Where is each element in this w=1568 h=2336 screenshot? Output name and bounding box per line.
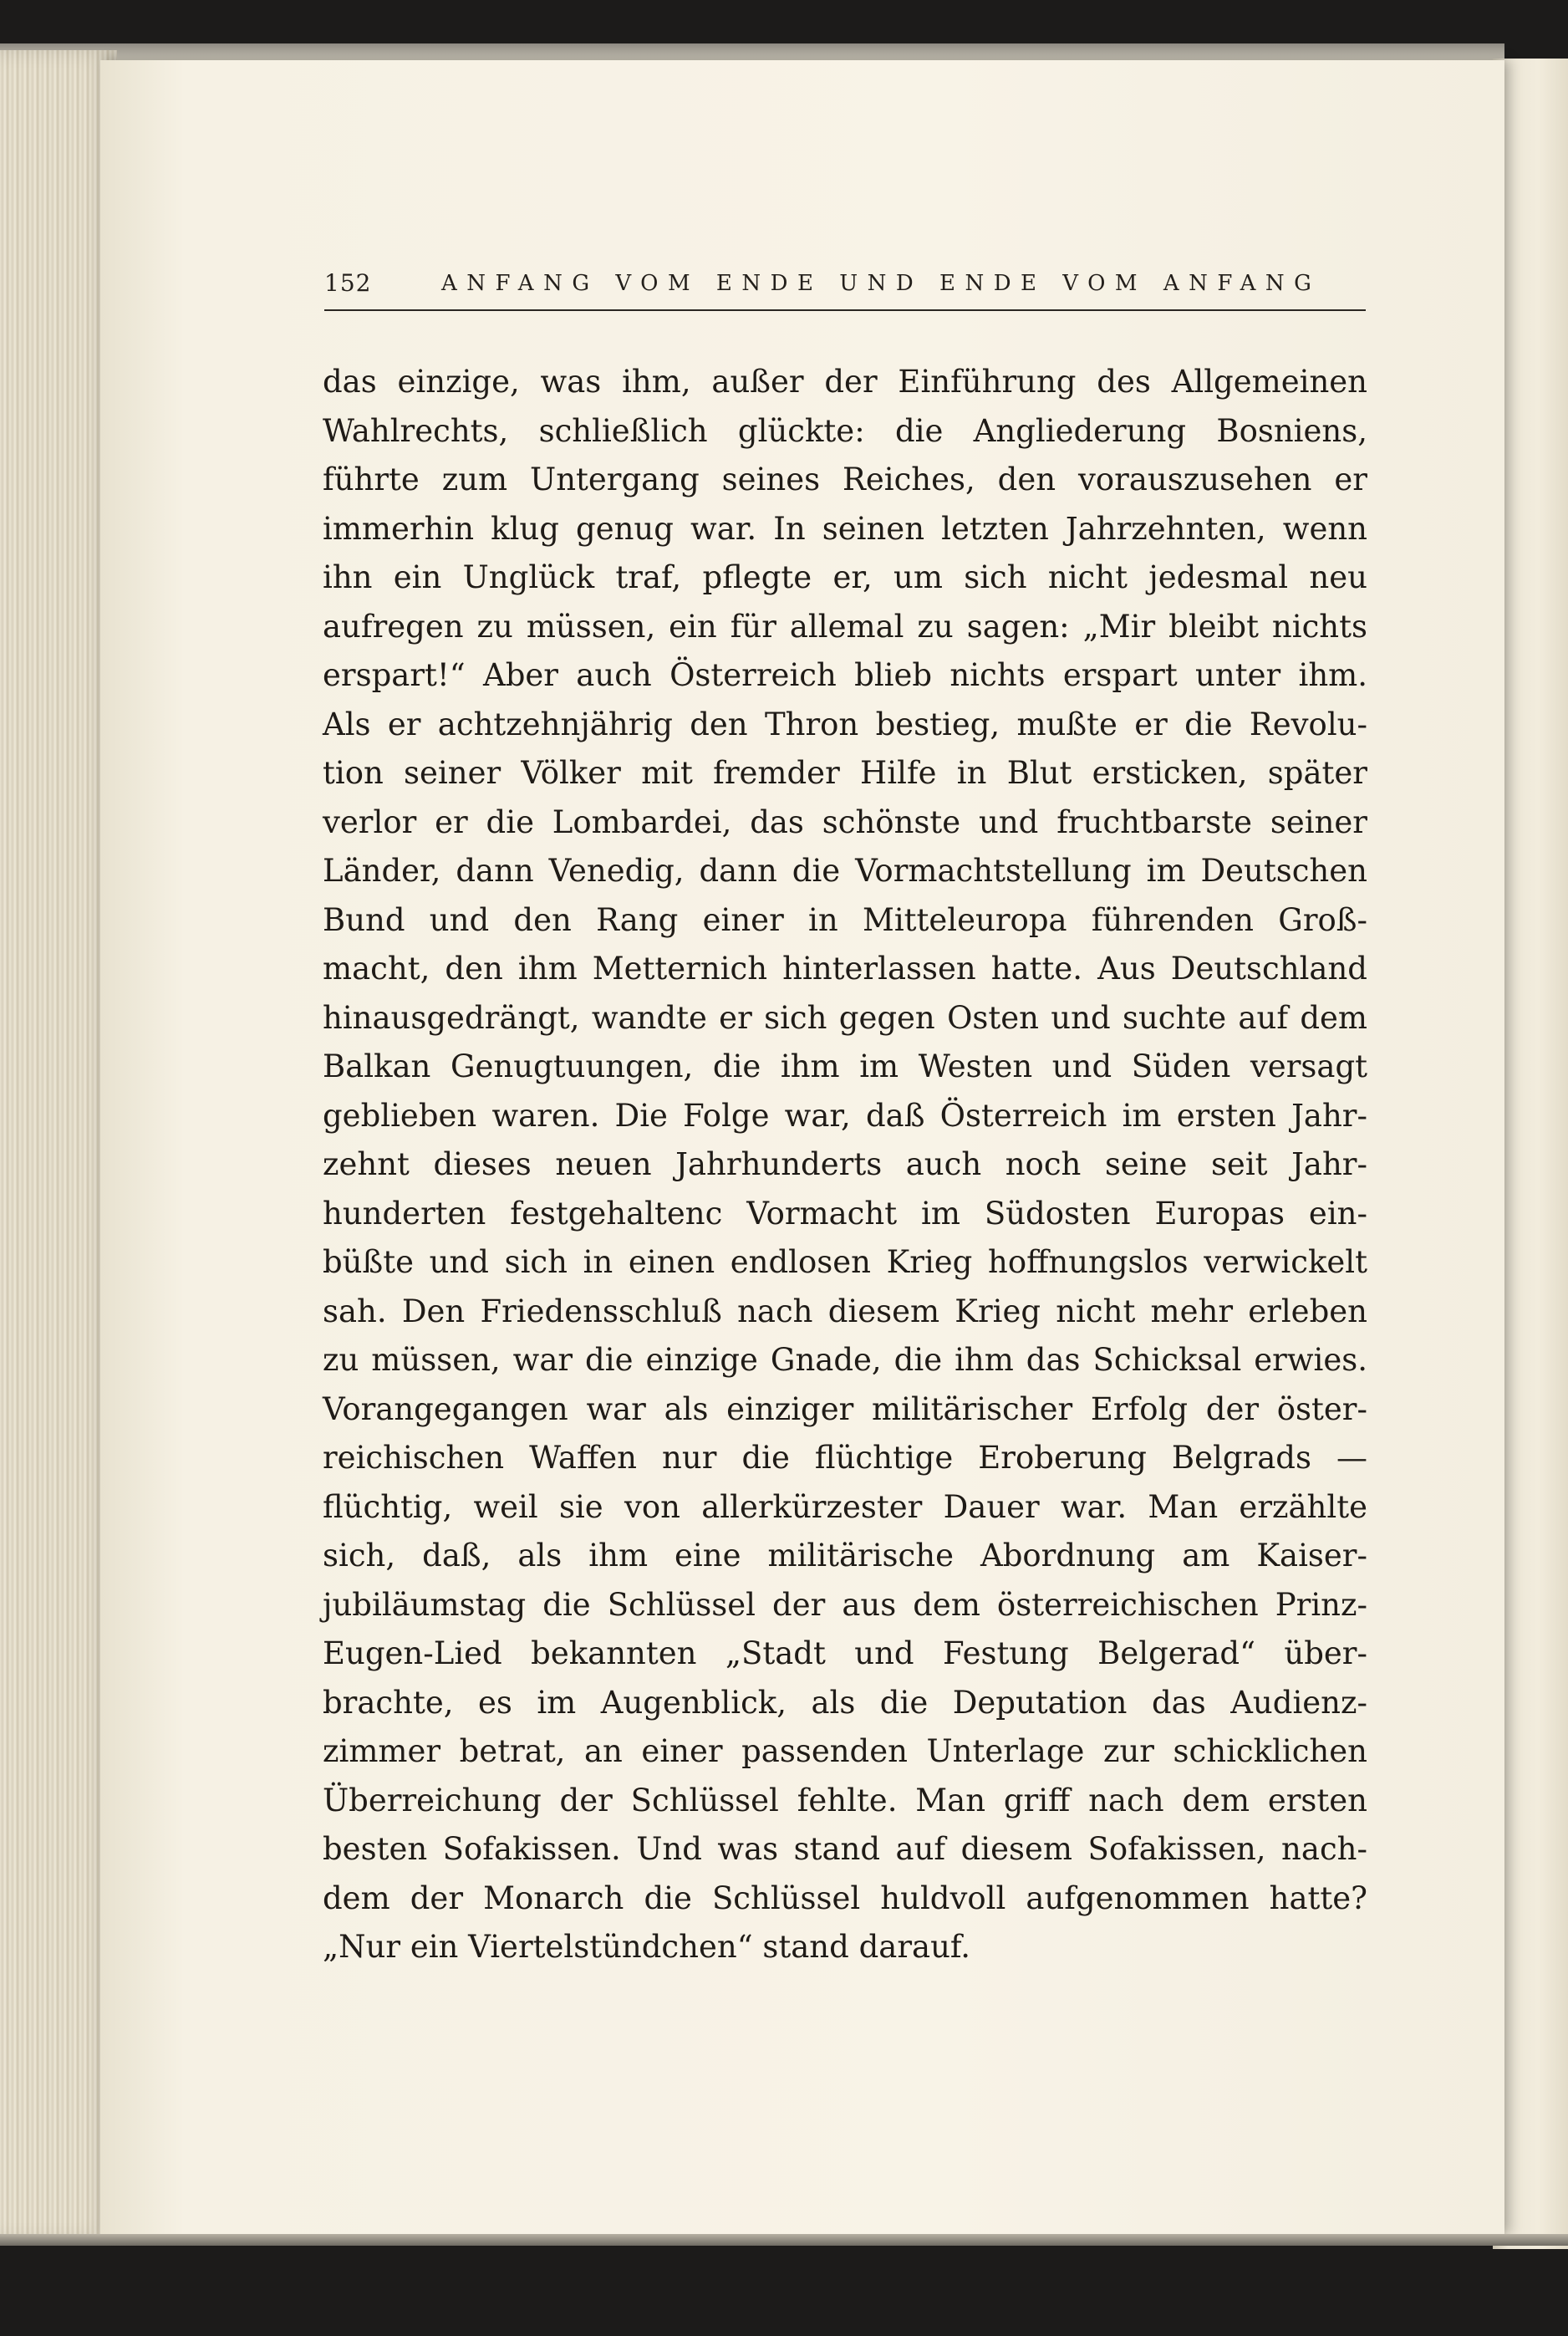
text-line: hinausgedrängt, wandte er sich gegen Osten und suchte auf dem [323, 999, 1367, 1036]
text-line: Wahlrechts, schließlich glückte: die Angliederung Bosniens, [323, 412, 1367, 449]
text-line: Überreichung der Schlüssel fehlte. Man griff nach dem ersten [323, 1782, 1367, 1818]
page-header [324, 266, 1366, 311]
text-line: tion seiner Völker mit fremder Hilfe in Blut ersticken, später [323, 755, 1367, 791]
text-line: sah. Den Friedensschluß nach diesem Krieg nicht mehr erleben [323, 1293, 1367, 1329]
text-line: reichischen Waffen nur die flüchtige Eroberung Belgrads — [323, 1440, 1367, 1476]
text-line: ihn ein Unglück traf, pflegte er, um sich nicht jedesmal neu [323, 559, 1367, 595]
page-number: 152 [324, 269, 372, 297]
text-line: flüchtig, weil sie von allerkürzester Dauer war. Man erzählte [323, 1488, 1367, 1525]
text-line: brachte, es im Augenblick, als die Deputation das Audienz- [323, 1684, 1367, 1721]
page-stack-left [0, 50, 117, 2241]
text-line: hunderten festgehaltenc Vormacht im Südosten Europas ein- [323, 1195, 1367, 1232]
text-line: Bund und den Rang einer in Mitteleuropa führenden Groß- [323, 901, 1367, 938]
text-line: büßte und sich in einen endlosen Krieg hoffnungslos verwickelt [323, 1244, 1367, 1280]
text-line: geblieben waren. Die Folge war, daß Österreich im ersten Jahr- [323, 1097, 1367, 1134]
text-line: zu müssen, war die einzige Gnade, die ihm das Schicksal erwies. [323, 1342, 1367, 1378]
text-line: führte zum Untergang seines Reiches, den vorauszusehen er [323, 462, 1367, 497]
body-text [323, 358, 1367, 1972]
text-line: besten Sofakissen. Und was stand auf diesem Sofakissen, nach- [323, 1831, 1367, 1867]
text-line: sich, daß, als ihm eine militärische Abordnung am Kaiser- [323, 1538, 1367, 1573]
text-line: das einzige, was ihm, außer der Einführung des Allgemeinen [323, 364, 1367, 400]
text-line: Als er achtzehnjährig den Thron bestieg, mußte er die Revolu- [323, 706, 1367, 742]
page-bottom-edge [0, 2234, 1568, 2246]
text-line: aufregen zu müssen, ein für allemal zu sagen: „Mir bleibt nichts [323, 608, 1367, 645]
text-line: erspart!“ Aber auch Österreich blieb nichts erspart unter ihm. [323, 657, 1367, 693]
text-line: immerhin klug genug war. In seinen letzten Jahrzehnten, wenn [323, 510, 1367, 547]
text-line: zimmer betrat, an einer passenden Unterlage zur schicklichen [323, 1733, 1367, 1769]
text-line: Vorangegangen war als einziger militärischer Erfolg der öster- [323, 1390, 1367, 1427]
text-line: dem der Monarch die Schlüssel huldvoll aufgenommen hatte? [323, 1880, 1367, 1916]
text-line-last: „Nur ein Viertelstündchen“ stand darauf. [323, 1929, 971, 1965]
text-line: Länder, dann Venedig, dann die Vormachtstellung im Deutschen [323, 853, 1367, 889]
text-line: zehnt dieses neuen Jahrhunderts auch noch seine seit Jahr- [323, 1146, 1367, 1182]
text-line: Balkan Genugtuungen, die ihm im Westen und Süden versagt [323, 1048, 1367, 1084]
text-line: Eugen-Lied bekannten „Stadt und Festung Belgerad“ über- [323, 1635, 1367, 1671]
text-line: jubiläumstag die Schlüssel der aus dem österreichischen Prinz- [323, 1586, 1367, 1623]
running-title: ANFANG VOM ENDE UND ENDE VOM ANFANG [441, 271, 1321, 296]
text-line: macht, den ihm Metternich hinterlassen hatte. Aus Deutschland [323, 951, 1367, 987]
text-line: verlor er die Lombardei, das schönste und fruchtbarste seiner [323, 803, 1367, 840]
